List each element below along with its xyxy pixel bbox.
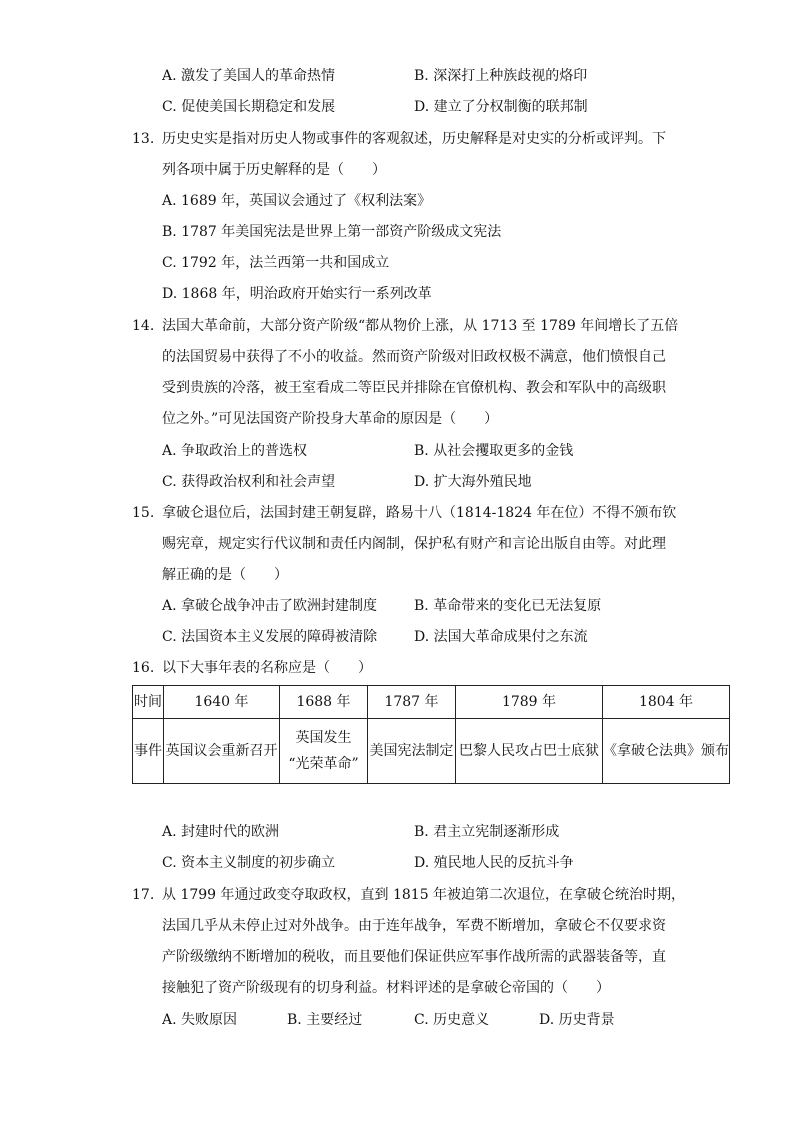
- event-cell: 美国宪法制定: [368, 719, 456, 784]
- q12-option-c: C. 促使美国长期稳定和发展: [162, 99, 336, 115]
- q14-number: 14.: [132, 318, 155, 334]
- event-cell: 英国议会重新召开: [164, 719, 280, 784]
- q16-option-c: C. 资本主义制度的初步确立: [162, 855, 336, 871]
- q14-stem-line-3: 受到贵族的冷落，被王室看成二等臣民并排除在官僚机构、教会和军队中的高级职: [162, 380, 666, 396]
- q17-stem-line-4: 接触犯了资产阶级现有的切身利益。材料评述的是拿破仑帝国的（ ）: [162, 980, 610, 996]
- q16-number: 16.: [132, 660, 155, 676]
- q14-option-a: A. 争取政治上的普选权: [162, 443, 308, 459]
- q13-option-d: D. 1868 年，明治政府开始实行一系列改革: [162, 286, 432, 302]
- year-cell: 1804 年: [603, 686, 730, 719]
- q13-stem-line-1: 历史史实是指对历史人物或事件的客观叙述，历史解释是对史实的分析或评判。下: [162, 131, 666, 147]
- timeline-row-time: [133, 686, 730, 719]
- q17-option-b: B. 主要经过: [287, 1012, 363, 1028]
- q12-option-d: D. 建立了分权制衡的联邦制: [414, 99, 588, 115]
- q17-option-a: A. 失败原因: [162, 1012, 238, 1028]
- q16-option-a: A. 封建时代的欧洲: [162, 824, 280, 840]
- q13-option-b: B. 1787 年美国宪法是世界上第一部资产阶级成文宪法: [162, 224, 502, 240]
- q16-option-b: B. 君主立宪制逐渐形成: [414, 824, 560, 840]
- q15-option-a: A. 拿破仑战争冲击了欧洲封建制度: [162, 598, 378, 614]
- year-cell: 1688 年: [280, 686, 368, 719]
- event-cell: [280, 719, 368, 784]
- q15-number: 15.: [132, 505, 155, 521]
- q12-option-b: B. 深深打上种族歧视的烙印: [414, 68, 588, 84]
- q15-stem-line-1: 拿破仑退位后，法国封建王朝复辟，路易十八（1814-1824 年在位）不得不颁布钦: [162, 505, 677, 521]
- q16-option-d: D. 殖民地人民的反抗斗争: [414, 855, 574, 871]
- timeline-table: [132, 685, 730, 784]
- q17-number: 17.: [132, 887, 155, 903]
- q14-stem-line-4: 位之外。”可见法国资产阶投身大革命的原因是（ ）: [162, 411, 499, 427]
- event-cell: 《拿破仑法典》颁布: [603, 719, 730, 784]
- year-cell: 1640 年: [164, 686, 280, 719]
- q14-option-d: D. 扩大海外殖民地: [414, 474, 532, 490]
- event-cell-line: 英国发生: [295, 730, 352, 746]
- q13-stem-line-2: 列各项中属于历史解释的是（ ）: [162, 162, 386, 178]
- q15-option-d: D. 法国大革命成果付之东流: [414, 629, 588, 645]
- event-header-cell: 事件: [133, 719, 164, 784]
- q13-option-a: A. 1689 年，英国议会通过了《权利法案》: [162, 193, 432, 209]
- year-cell: 1787 年: [368, 686, 456, 719]
- timeline-row-event: [133, 719, 730, 784]
- q15-stem-line-2: 赐宪章，规定实行代议制和责任内阁制，保护私有财产和言论出版自由等。对此理: [162, 536, 666, 552]
- q15-stem-line-3: 解正确的是（ ）: [162, 567, 288, 583]
- q14-option-c: C. 获得政治权利和社会声望: [162, 474, 336, 490]
- event-cell: 巴黎人民攻占巴士底狱: [456, 719, 603, 784]
- q17-stem-line-3: 产阶级缴纳不断增加的税收，而且要他们保证供应军事作战所需的武器装备等，直: [162, 949, 666, 965]
- q12-option-a: A. 激发了美国人的革命热情: [162, 68, 336, 84]
- q17-stem-line-2: 法国几乎从未停止过对外战争。由于连年战争，军费不断增加，拿破仑不仅要求资: [162, 918, 666, 934]
- q14-stem-line-1: 法国大革命前，大部分资产阶级“都从物价上涨，从 1713 至 1789 年间增长了五倍: [162, 318, 679, 334]
- time-header-cell: 时间: [133, 686, 164, 719]
- q16-stem-line-1: 以下大事年表的名称应是（ ）: [162, 660, 372, 676]
- q17-option-c: C. 历史意义: [414, 1012, 490, 1028]
- q14-stem-line-2: 的法国贸易中获得了不小的收益。然而资产阶级对旧政权极不满意，他们愤恨自己: [162, 349, 666, 365]
- q14-option-b: B. 从社会攫取更多的金钱: [414, 443, 574, 459]
- q13-option-c: C. 1792 年，法兰西第一共和国成立: [162, 255, 390, 271]
- q15-option-b: B. 革命带来的变化已无法复原: [414, 598, 602, 614]
- q17-stem-line-1: 从 1799 年通过政变夺取政权，直到 1815 年被迫第二次退位，在拿破仑统治时期，: [162, 887, 686, 903]
- q13-number: 13.: [132, 131, 155, 147]
- q17-option-d: D. 历史背景: [539, 1012, 615, 1028]
- year-cell: 1789 年: [456, 686, 603, 719]
- event-cell-line: “光荣革命”: [288, 756, 359, 772]
- q15-option-c: C. 法国资本主义发展的障碍被清除: [162, 629, 378, 645]
